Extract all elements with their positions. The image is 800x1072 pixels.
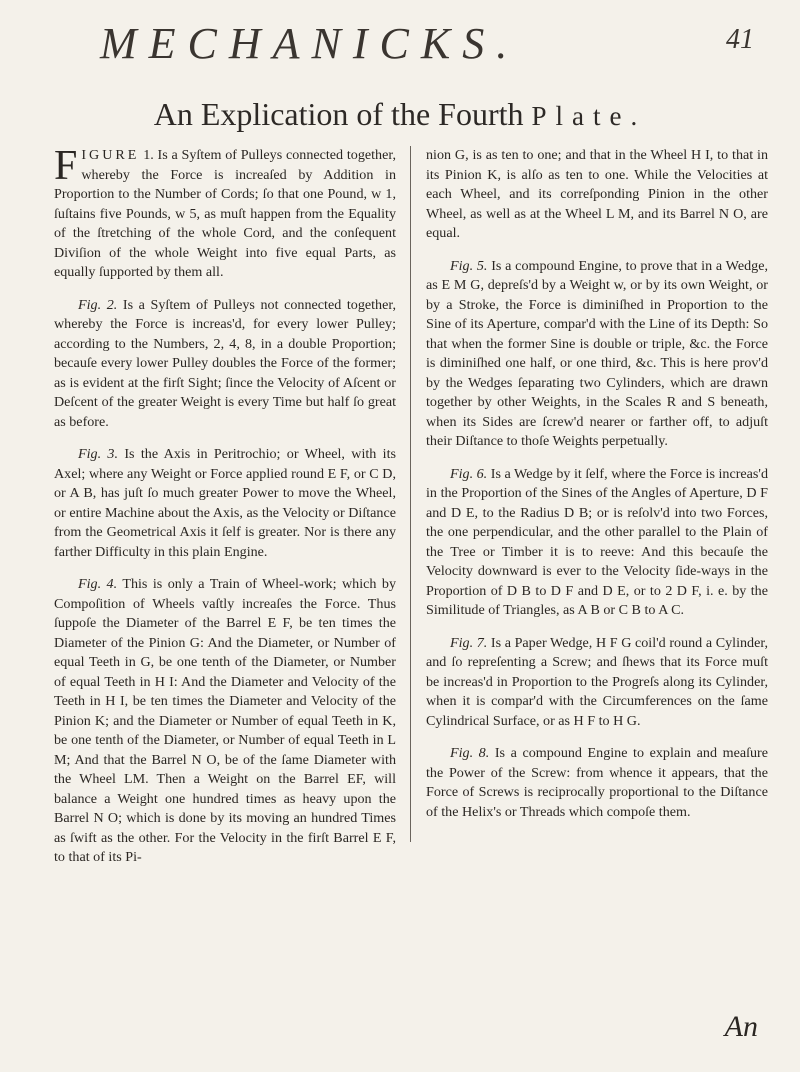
paragraph-fig-1 [54, 143, 396, 283]
paragraph-text: 1. Is a Syſtem of Pulleys connected together, whereby the Force is increaſed by Addition in Proportion to the Number of Cords; ſo that one Pound, w 1, ſuſtains five Pounds, w 5, as muſt happen from the Equality of the ſtretching of the whole Cord, and the conſequent Diviſion of the whole Weight into five equal Parts, as equally ſupported by them all. [54, 147, 396, 280]
running-head [0, 18, 800, 68]
page-number: 41 [726, 24, 754, 55]
drop-cap: F [54, 143, 78, 189]
figure-label: Fig. 5. [450, 257, 488, 274]
column-divider [410, 146, 411, 842]
paragraph-fig-2 [54, 296, 396, 433]
paragraph-text: This is only a Train of Wheel-work; which by Compoſition of Wheels vaſtly increaſes the Force. Thus ſuppoſe the Diameter of the Barrel E F, be ten times the Diameter of the Pinion G: And the Diameter, or Number of equal Teeth in G, be one tenth of the Diameter, or Number of equal Teeth in H I: And the Diameter and Velocity of the Teeth in H I, be ten times the Diameter and Velocity of the Pinion K; and the Diameter or Number of equal Teeth in K, be one tenth of the Diameter, or Number of equal Teeth in L M; And that the Barrel N O, be of the ſame Diameter with the Wheel LM. Then a Weight on the Barrel EF, will balance a Weight one hundred times as heavy upon the Barrel N O; which is done by its moving an hundred Times as ſwift as the other. For the Velocity in the firſt Barrel E F, to that of its Pi- [54, 576, 396, 865]
figure-label: Fig. 3. [78, 446, 119, 462]
page-title [0, 96, 800, 133]
right-column [426, 146, 768, 835]
paragraph-fig-8 [426, 744, 768, 822]
figure-label: Fig. 7. [450, 634, 488, 651]
left-column [54, 143, 396, 881]
paragraph-fig-5 [426, 257, 768, 452]
lead-caps: IGURE [81, 147, 140, 163]
paragraph-fig-4 [54, 575, 396, 868]
figure-label: Fig. 4. [78, 576, 118, 592]
paragraph-text: Is a Paper Wedge, H F G coil'd round a Cylinder, and ſo repreſenting a Screw; and ſhews that its Force muſt be increas'd in Proportion to the Progreſs along its Cylinder, when it is compar'd with the Circumferences on the ſame Cylindrical Surface, or as H F to H G. [426, 634, 768, 729]
paragraph-text: Is a Wedge by it ſelf, where the Force is increas'd in the Proportion of the Sines of the Angles of Aperture, D F and D E, to the Radius D B; or is reſolv'd into two Forces, the one perpendicular, and the other parallel to the Plain of the Tree or Timber it is to reeve: And this becauſe the Velocity downward is ever to the Velocity ſide-ways in the Proportion of D B to D F and D E, or to 2 D F, i. e. by the Similitude of Triangles, as A B or C B to A C. [426, 465, 768, 618]
catchword: An [724, 1010, 758, 1043]
paragraph-fig-3 [54, 445, 396, 562]
paragraph-text: Is the Axis in Peritrochio; or Wheel, with its Axel; where any Weight or Force applied round E F, or C D, or A B, has juſt ſo much greater Power to move the Wheel, or entire Machine about the Axis, as the Velocity or Diſtance from the Geometrical Axis it ſelf is greater. Nor is there any farther Difficulty in this plain Engine. [54, 446, 396, 560]
paragraph-text: Is a compound Engine, to prove that in a Wedge, as E M G, depreſs'd by a Weight w, or by its own Weight, or by a Stroke, the Force is diminiſhed in Proportion to the Sine of its Aperture, compar'd with the Line of its Depth: So that when the former Sine is double or triple, &c. the Force is diminiſhed one half, or one third, &c. This is here prov'd by the Wedges ſeparating two Cylinders, which are drawn together by other Weights, in the Scales R and S beneath, when its Sides are ſcrew'd nearer or farther off, to adjuſt their Diſtance to thoſe Weights perpetually. [426, 257, 768, 449]
paragraph-fig-7 [426, 634, 768, 732]
page-title-plate: Plate. [531, 101, 647, 131]
text-columns [54, 143, 768, 1046]
figure-label: Fig. 6. [450, 465, 488, 482]
paragraph-text: Is a Syſtem of Pulleys not connected together, whereby the Force is increas'd, for every lower Pulley; according to the Numbers, 2, 4, 8, in a double Proportion; becauſe every lower Pulley doubles the Force of the former; as is evident at the firſt Sight; ſince the Velocity of Aſcent or Deſcent of the greater Weight is every Time but half ſo great as before. [54, 296, 396, 430]
paragraph-text: nion G, is as ten to one; and that in the Wheel H I, to that in its Pinion K, is alſo as ten to one. While the Velocities at each Wheel, and its correſponding Pinion in the other Wheel, as well as at the Wheel L M, and its Barrel N O, are equal. [426, 147, 768, 241]
running-title: MECHANICKS. [100, 19, 520, 68]
page-title-main: An Explication of the Fourth [153, 96, 532, 132]
paragraph-text: Is a compound Engine to explain and meaſure the Power of the Screw: from whence it appears, that the Force of Screws is reciprocally proportional to the Diſtance of the Helix's or Threads which compoſe them. [426, 745, 768, 820]
paragraph-fig-4-continued [426, 146, 768, 244]
figure-label: Fig. 8. [450, 745, 490, 761]
paragraph-fig-6 [426, 465, 768, 621]
figure-label: Fig. 2. [78, 296, 118, 313]
